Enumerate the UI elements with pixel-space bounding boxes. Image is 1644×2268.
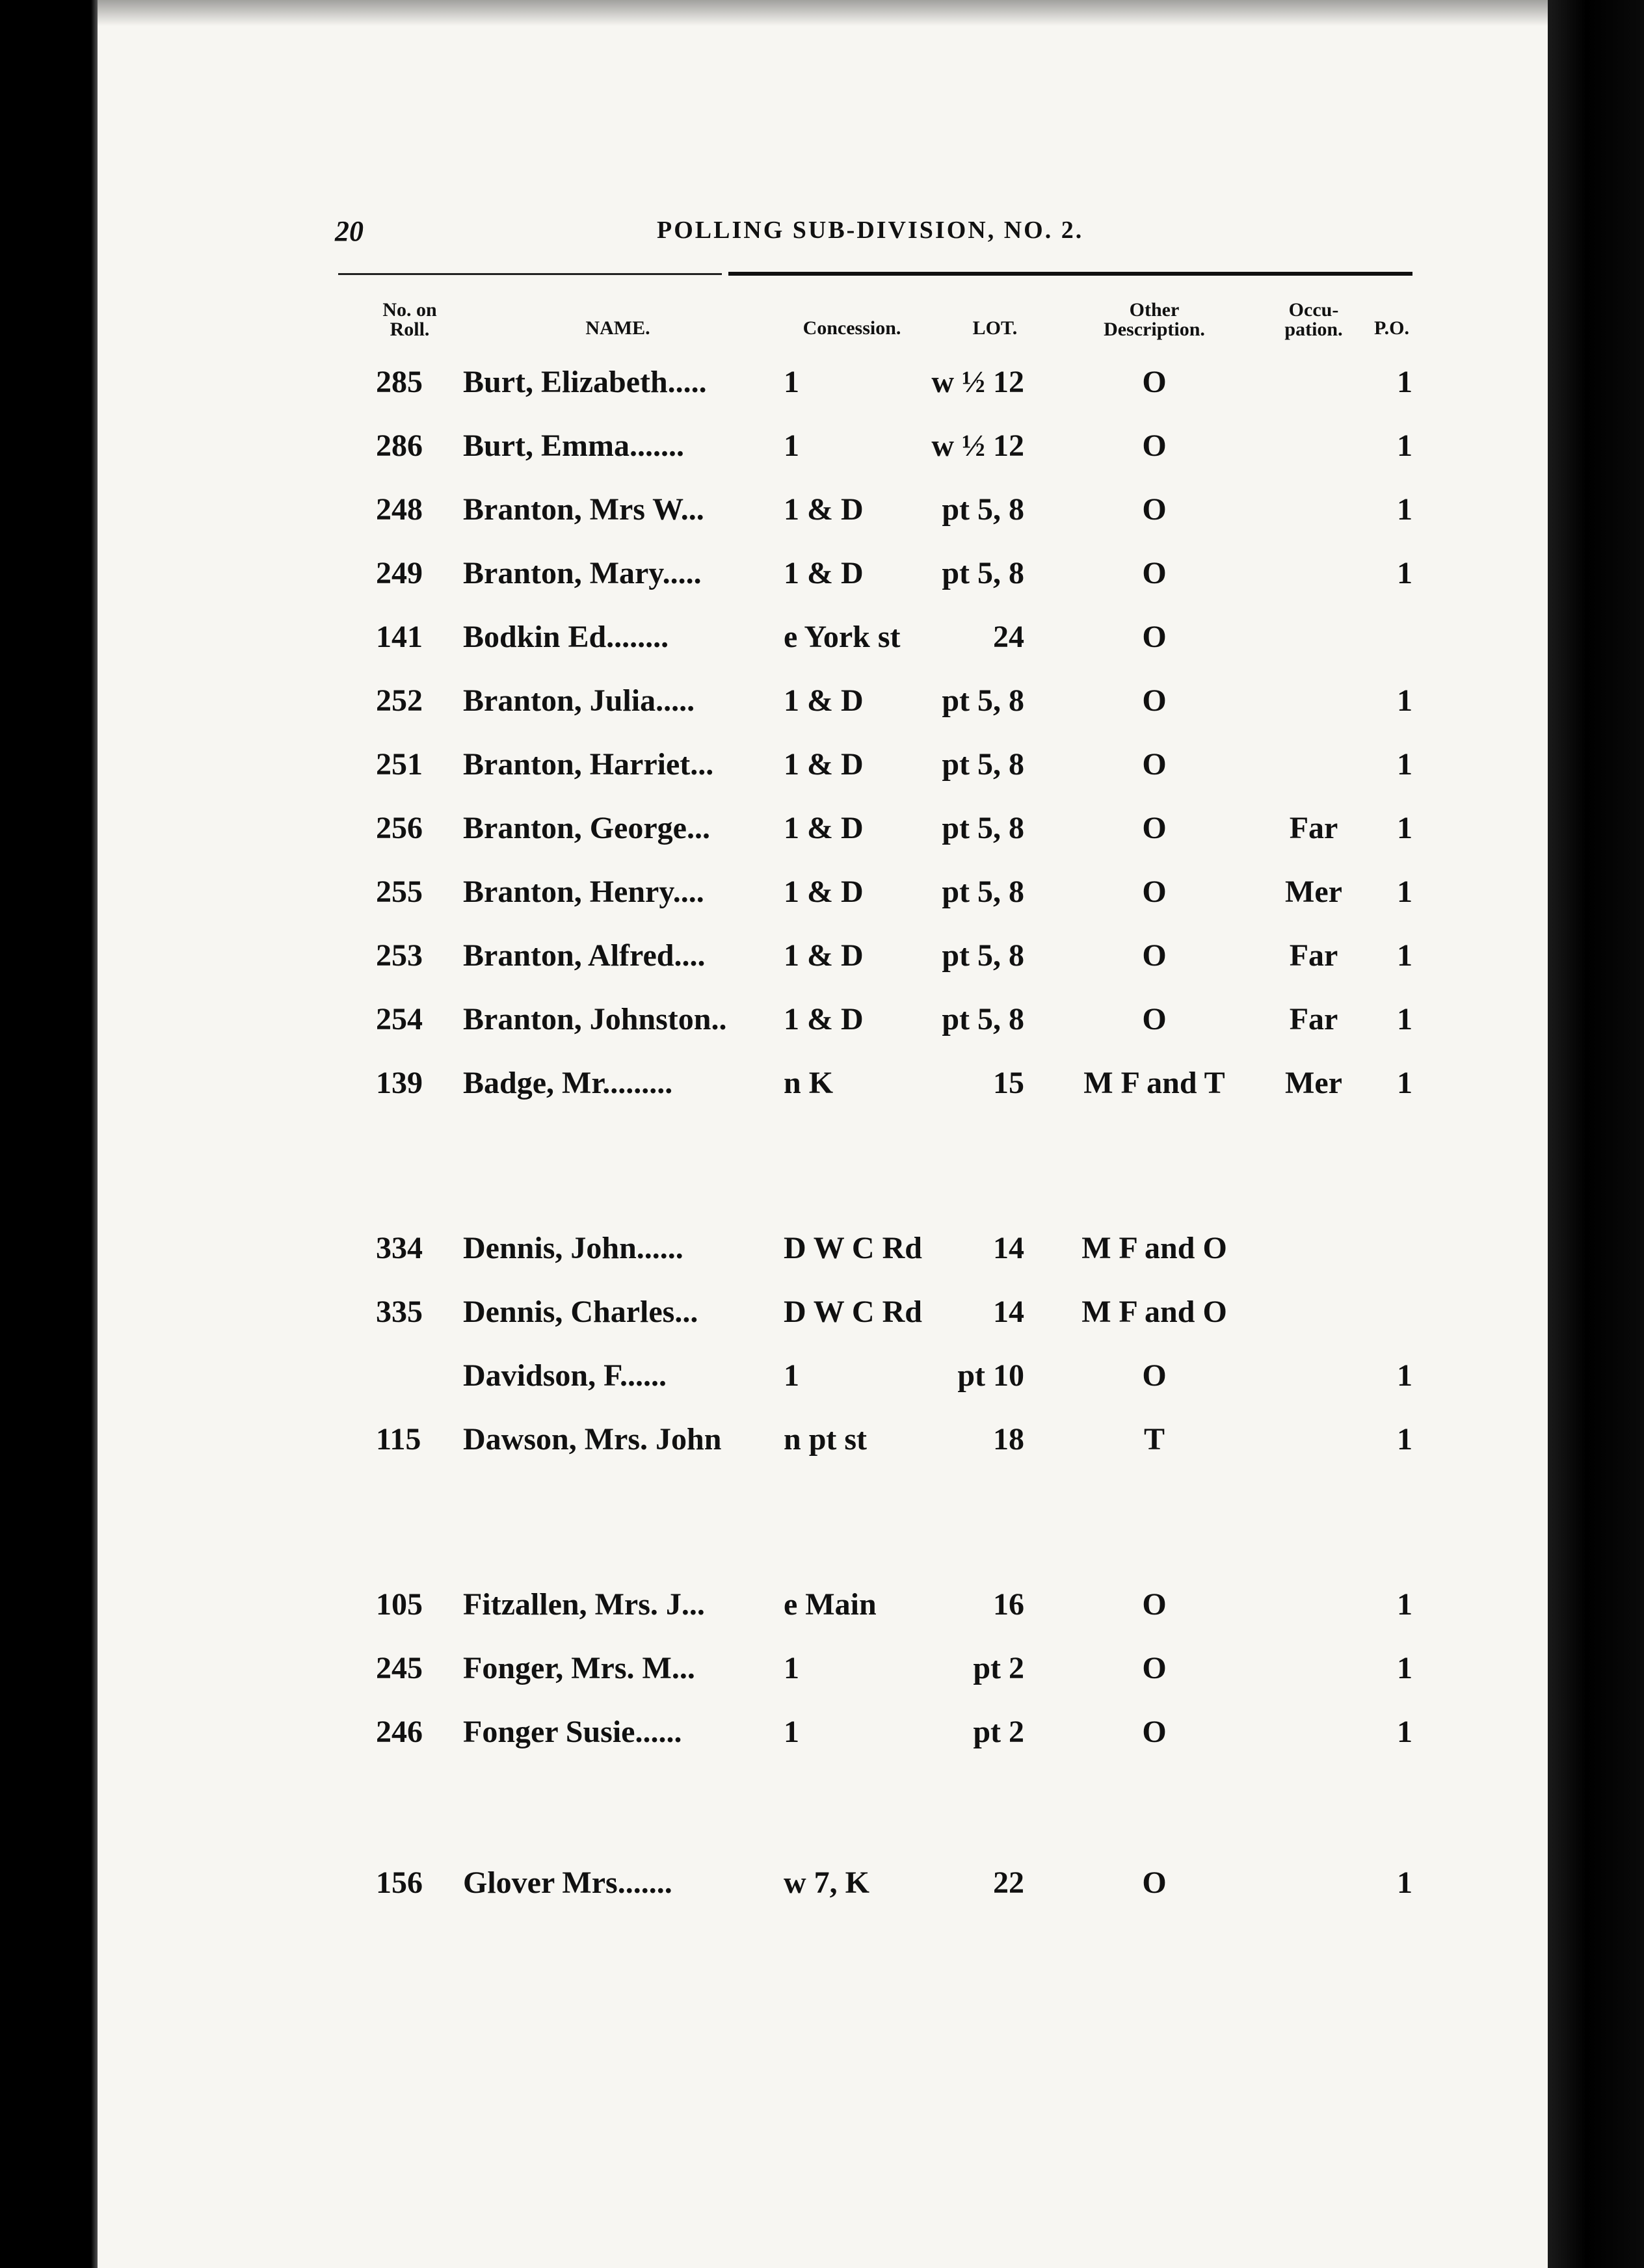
roll-number: 139	[376, 1066, 423, 1100]
column-header-name-text: NAME.	[585, 317, 650, 339]
post-office: 1	[1397, 429, 1412, 463]
post-office: 1	[1397, 1002, 1412, 1036]
lot: 24	[993, 620, 1024, 654]
table-row	[0, 1294, 1644, 1346]
column-header-roll-text: No. on Roll.	[382, 299, 437, 340]
concession: D W C Rd	[784, 1295, 922, 1329]
description: T	[1143, 1422, 1165, 1457]
post-office: 1	[1397, 1715, 1412, 1749]
lot: pt 5, 8	[942, 875, 1024, 909]
roll-number: 251	[376, 747, 423, 782]
running-head-title: POLLING SUB-DIVISION, NO. 2.	[657, 217, 1084, 244]
book-spine	[1548, 0, 1644, 2268]
post-office: 1	[1397, 1866, 1412, 1900]
post-office: 1	[1397, 1587, 1412, 1622]
table-row	[0, 1358, 1644, 1410]
roll-number: 248	[376, 492, 423, 527]
description: M F and T	[1083, 1066, 1225, 1100]
description: M F and O	[1081, 1295, 1227, 1329]
roll-number: 253	[376, 938, 423, 973]
lot: pt 10	[957, 1358, 1024, 1393]
roll-number: 286	[376, 429, 423, 463]
post-office: 1	[1397, 1066, 1412, 1100]
roll-number: 256	[376, 811, 423, 845]
table-row	[0, 1065, 1644, 1117]
post-office: 1	[1397, 365, 1412, 399]
concession: n K	[784, 1066, 834, 1100]
column-header-description	[1089, 300, 1219, 339]
concession: n pt st	[784, 1422, 868, 1457]
description: O	[1142, 620, 1167, 654]
description: O	[1142, 938, 1167, 973]
occupation: Far	[1289, 1002, 1338, 1036]
lot: w ½ 12	[931, 429, 1024, 463]
occupation: Mer	[1285, 875, 1342, 909]
lot: w ½ 12	[931, 365, 1024, 399]
concession: 1 & D	[784, 1002, 864, 1036]
voter-name: Branton, Julia.....	[463, 683, 695, 718]
lot: 14	[993, 1231, 1024, 1265]
concession: 1 & D	[784, 556, 864, 590]
voter-name: Branton, Mrs W...	[463, 492, 704, 527]
description: O	[1142, 683, 1167, 718]
column-header-lot-text: LOT.	[972, 317, 1018, 339]
lot: pt 5, 8	[942, 938, 1024, 973]
post-office: 1	[1397, 492, 1412, 527]
voter-name: Branton, Harriet...	[463, 747, 714, 782]
post-office: 1	[1397, 938, 1412, 973]
description: O	[1142, 429, 1167, 463]
table-row	[0, 555, 1644, 607]
lot: pt 2	[973, 1715, 1024, 1749]
table-row	[0, 746, 1644, 798]
roll-number: 115	[376, 1422, 421, 1457]
description: O	[1142, 1002, 1167, 1036]
column-header-description-text: Other Description.	[1104, 299, 1205, 340]
roll-number: 334	[376, 1231, 423, 1265]
table-row	[0, 1714, 1644, 1766]
concession: 1 & D	[784, 875, 864, 909]
voter-name: Fonger Susie......	[463, 1715, 682, 1749]
post-office: 1	[1397, 556, 1412, 590]
voter-name: Davidson, F......	[463, 1358, 667, 1393]
lot: 16	[993, 1587, 1024, 1622]
lot: pt 5, 8	[942, 1002, 1024, 1036]
occupation: Far	[1289, 938, 1338, 973]
roll-number: 156	[376, 1866, 423, 1900]
table-row	[0, 938, 1644, 990]
voter-name: Branton, George...	[463, 811, 710, 845]
voter-name: Fitzallen, Mrs. J...	[463, 1587, 705, 1622]
roll-number: 105	[376, 1587, 423, 1622]
table-row	[0, 428, 1644, 480]
concession: 1	[784, 1358, 799, 1393]
roll-number: 246	[376, 1715, 423, 1749]
lot: 15	[993, 1066, 1024, 1100]
description: O	[1142, 875, 1167, 909]
post-office: 1	[1397, 683, 1412, 718]
post-office: 1	[1397, 1651, 1412, 1685]
lot: pt 5, 8	[942, 492, 1024, 527]
occupation: Mer	[1285, 1066, 1342, 1100]
table-row	[0, 1587, 1644, 1639]
post-office: 1	[1397, 747, 1412, 782]
description: O	[1142, 1651, 1167, 1685]
lot: pt 5, 8	[942, 556, 1024, 590]
table-row	[0, 619, 1644, 671]
lot: pt 2	[973, 1651, 1024, 1685]
table-row	[0, 874, 1644, 926]
table-row	[0, 1001, 1644, 1053]
description: O	[1142, 1715, 1167, 1749]
lot: pt 5, 8	[942, 683, 1024, 718]
voter-name: Badge, Mr.........	[463, 1066, 673, 1100]
roll-number: 255	[376, 875, 423, 909]
roll-number: 335	[376, 1295, 423, 1329]
voter-name: Burt, Elizabeth.....	[463, 365, 707, 399]
column-header-occupation	[1275, 300, 1353, 339]
table-row	[0, 492, 1644, 544]
description: O	[1142, 365, 1167, 399]
page-shadow	[98, 0, 1548, 26]
description: O	[1142, 556, 1167, 590]
post-office: 1	[1397, 811, 1412, 845]
voter-name: Dennis, Charles...	[463, 1295, 698, 1329]
concession: 1 & D	[784, 811, 864, 845]
description: O	[1142, 811, 1167, 845]
voter-name: Bodkin Ed........	[463, 620, 669, 654]
concession: 1	[784, 365, 799, 399]
voter-name: Glover Mrs.......	[463, 1866, 672, 1900]
roll-number: 249	[376, 556, 423, 590]
post-office: 1	[1397, 1358, 1412, 1393]
concession: 1 & D	[784, 938, 864, 973]
post-office: 1	[1397, 1422, 1412, 1457]
header-rule	[728, 272, 1412, 276]
voter-name: Branton, Mary.....	[463, 556, 702, 590]
column-header-lot	[959, 319, 1031, 338]
column-header-name	[559, 319, 676, 338]
description: M F and O	[1081, 1231, 1227, 1265]
lot: pt 5, 8	[942, 811, 1024, 845]
description: O	[1142, 747, 1167, 782]
running-head	[0, 215, 1644, 254]
column-header-concession	[787, 319, 917, 338]
concession: 1	[784, 1651, 799, 1685]
page-number: 20	[335, 215, 364, 247]
column-header-po	[1356, 319, 1427, 338]
description: O	[1142, 1358, 1167, 1393]
table-row	[0, 683, 1644, 735]
voter-name: Burt, Emma.......	[463, 429, 684, 463]
column-header-roll	[364, 300, 455, 339]
concession: 1 & D	[784, 492, 864, 527]
column-header-po-text: P.O.	[1374, 317, 1409, 339]
column-header-occupation-text: Occu- pation.	[1284, 299, 1343, 340]
roll-number: 285	[376, 365, 423, 399]
table-row	[0, 364, 1644, 416]
column-header-concession-text: Concession.	[802, 317, 901, 339]
concession: w 7, K	[784, 1866, 869, 1900]
book-page	[98, 0, 1548, 2268]
table-row	[0, 1650, 1644, 1702]
concession: 1	[784, 1715, 799, 1749]
voter-name: Branton, Henry....	[463, 875, 704, 909]
concession: 1	[784, 429, 799, 463]
header-rule-left	[338, 273, 722, 275]
lot: 22	[993, 1866, 1024, 1900]
voter-name: Fonger, Mrs. M...	[463, 1651, 695, 1685]
description: O	[1142, 1866, 1167, 1900]
concession: e Main	[784, 1587, 877, 1622]
concession: e York st	[784, 620, 901, 654]
voter-name: Branton, Johnston..	[463, 1002, 727, 1036]
concession: D W C Rd	[784, 1231, 922, 1265]
voter-name: Dawson, Mrs. John	[463, 1422, 722, 1457]
voter-name: Branton, Alfred....	[463, 938, 706, 973]
table-row	[0, 1865, 1644, 1917]
lot: pt 5, 8	[942, 747, 1024, 782]
occupation: Far	[1289, 811, 1338, 845]
lot: 14	[993, 1295, 1024, 1329]
description: O	[1142, 1587, 1167, 1622]
concession: 1 & D	[784, 747, 864, 782]
table-row	[0, 810, 1644, 862]
table-row	[0, 1421, 1644, 1473]
roll-number: 245	[376, 1651, 423, 1685]
concession: 1 & D	[784, 683, 864, 718]
post-office: 1	[1397, 875, 1412, 909]
voter-name: Dennis, John......	[463, 1231, 683, 1265]
lot: 18	[993, 1422, 1024, 1457]
roll-number: 254	[376, 1002, 423, 1036]
roll-number: 252	[376, 683, 423, 718]
description: O	[1142, 492, 1167, 527]
roll-number: 141	[376, 620, 423, 654]
table-row	[0, 1230, 1644, 1282]
